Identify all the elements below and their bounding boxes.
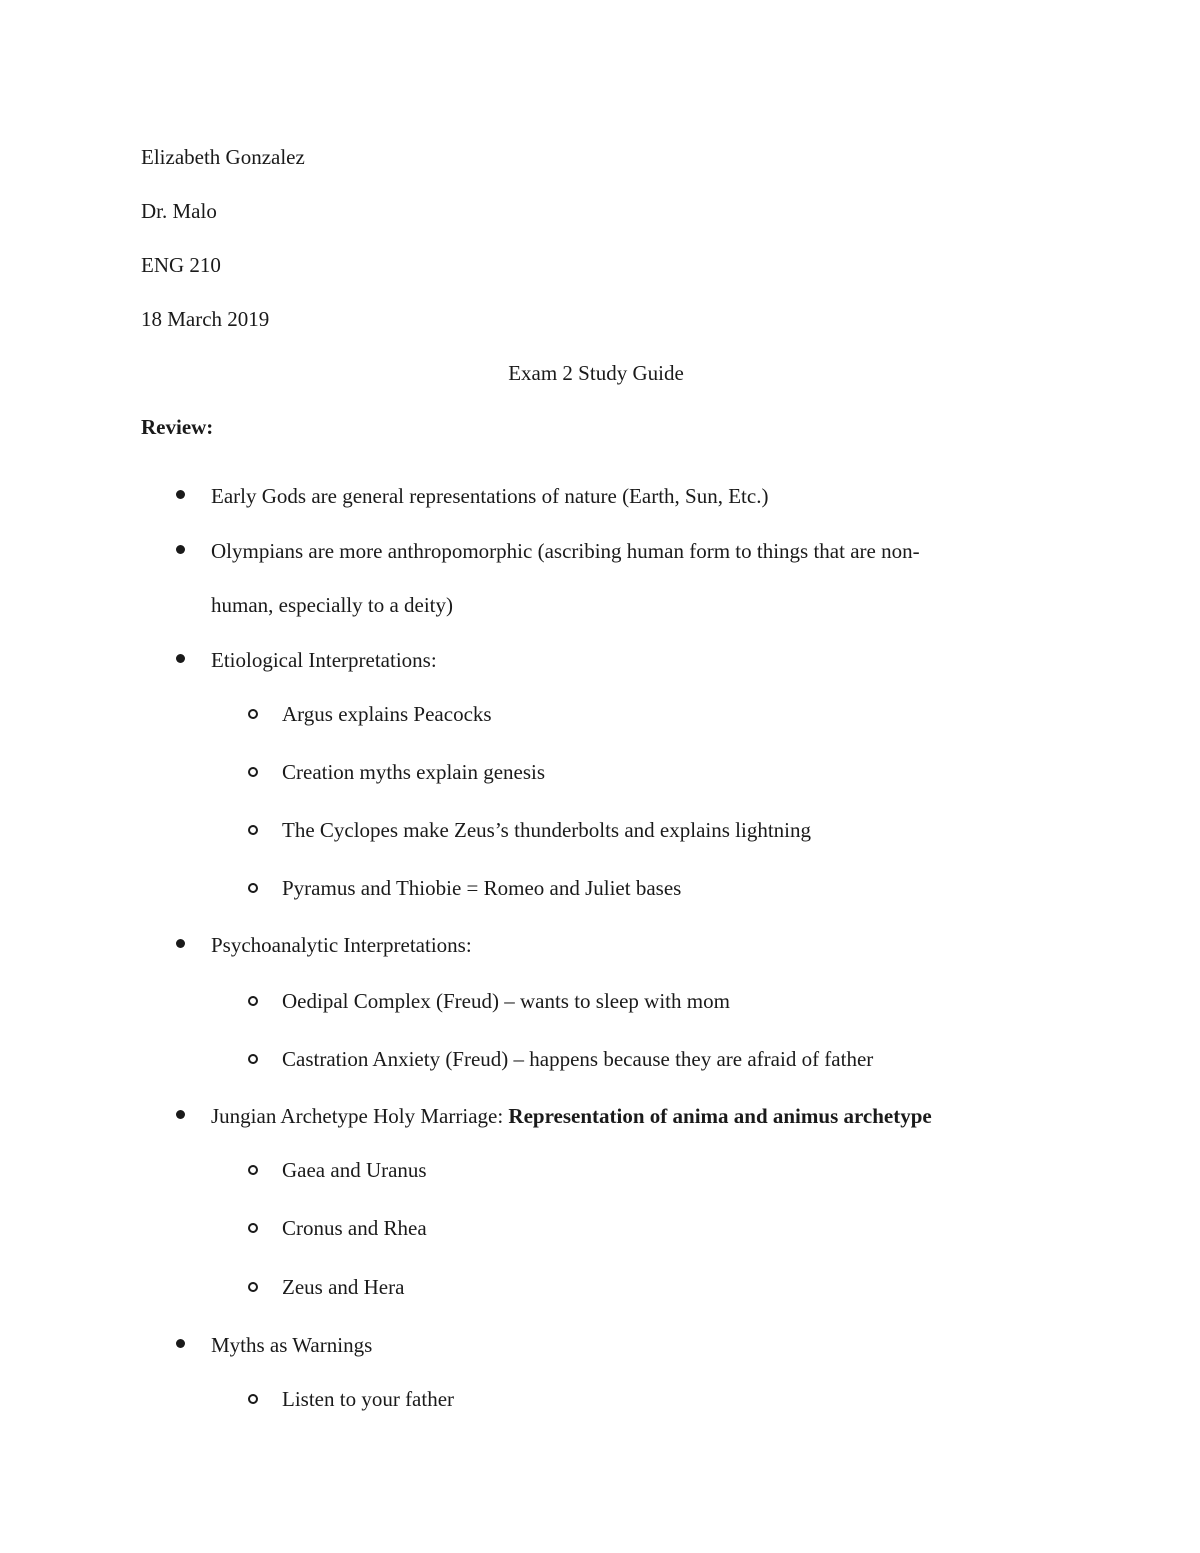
bullet-icon bbox=[176, 1110, 185, 1119]
bullet-icon bbox=[176, 545, 185, 554]
jungian-label: Jungian Archetype Holy Marriage: bbox=[211, 1104, 509, 1128]
sub-bullet-icon bbox=[248, 996, 258, 1006]
list-item-etiological: Etiological Interpretations: bbox=[211, 648, 437, 672]
sub-item-cyclopes: The Cyclopes make Zeus’s thunderbolts and explains lightning bbox=[282, 818, 811, 842]
jungian-bold-text: Representation of anima and animus archetype bbox=[508, 1104, 932, 1128]
sub-item-argus: Argus explains Peacocks bbox=[282, 702, 492, 726]
sub-item-pyramus: Pyramus and Thiobie = Romeo and Juliet bases bbox=[282, 876, 682, 900]
sub-bullet-icon bbox=[248, 1165, 258, 1175]
list-item-psychoanalytic: Psychoanalytic Interpretations: bbox=[211, 933, 472, 957]
list-item-warnings: Myths as Warnings bbox=[211, 1333, 373, 1357]
sub-bullet-icon bbox=[248, 1394, 258, 1404]
sub-item-creation: Creation myths explain genesis bbox=[282, 760, 546, 784]
sub-item-castration: Castration Anxiety (Freud) – happens because they are afraid of father bbox=[282, 1047, 874, 1071]
sub-bullet-icon bbox=[248, 1054, 258, 1064]
bullet-icon bbox=[176, 1339, 185, 1348]
document-title: Exam 2 Study Guide bbox=[508, 361, 684, 385]
list-item-olympians: Olympians are more anthropomorphic (ascribing human form to things that are non- bbox=[211, 539, 920, 563]
instructor-name: Dr. Malo bbox=[141, 199, 217, 223]
sub-item-gaea: Gaea and Uranus bbox=[282, 1158, 427, 1182]
sub-bullet-icon bbox=[248, 767, 258, 777]
section-heading: Review: bbox=[141, 415, 214, 439]
sub-item-zeus: Zeus and Hera bbox=[282, 1275, 405, 1299]
list-item-early-gods: Early Gods are general representations of nature (Earth, Sun, Etc.) bbox=[211, 484, 769, 508]
sub-item-oedipal: Oedipal Complex (Freud) – wants to sleep with mom bbox=[282, 989, 730, 1013]
sub-item-listen: Listen to your father bbox=[282, 1387, 455, 1411]
sub-bullet-icon bbox=[248, 883, 258, 893]
sub-bullet-icon bbox=[248, 825, 258, 835]
list-item-olympians-continued: human, especially to a deity) bbox=[211, 593, 454, 617]
author-name: Elizabeth Gonzalez bbox=[141, 145, 305, 169]
bullet-icon bbox=[176, 654, 185, 663]
bullet-icon bbox=[176, 939, 185, 948]
sub-item-cronus: Cronus and Rhea bbox=[282, 1216, 427, 1240]
bullet-icon bbox=[176, 490, 185, 499]
sub-bullet-icon bbox=[248, 1223, 258, 1233]
course-code: ENG 210 bbox=[141, 253, 221, 277]
sub-bullet-icon bbox=[248, 709, 258, 719]
document-date: 18 March 2019 bbox=[141, 307, 270, 331]
sub-bullet-icon bbox=[248, 1282, 258, 1292]
list-item-jungian bbox=[211, 1106, 932, 1127]
